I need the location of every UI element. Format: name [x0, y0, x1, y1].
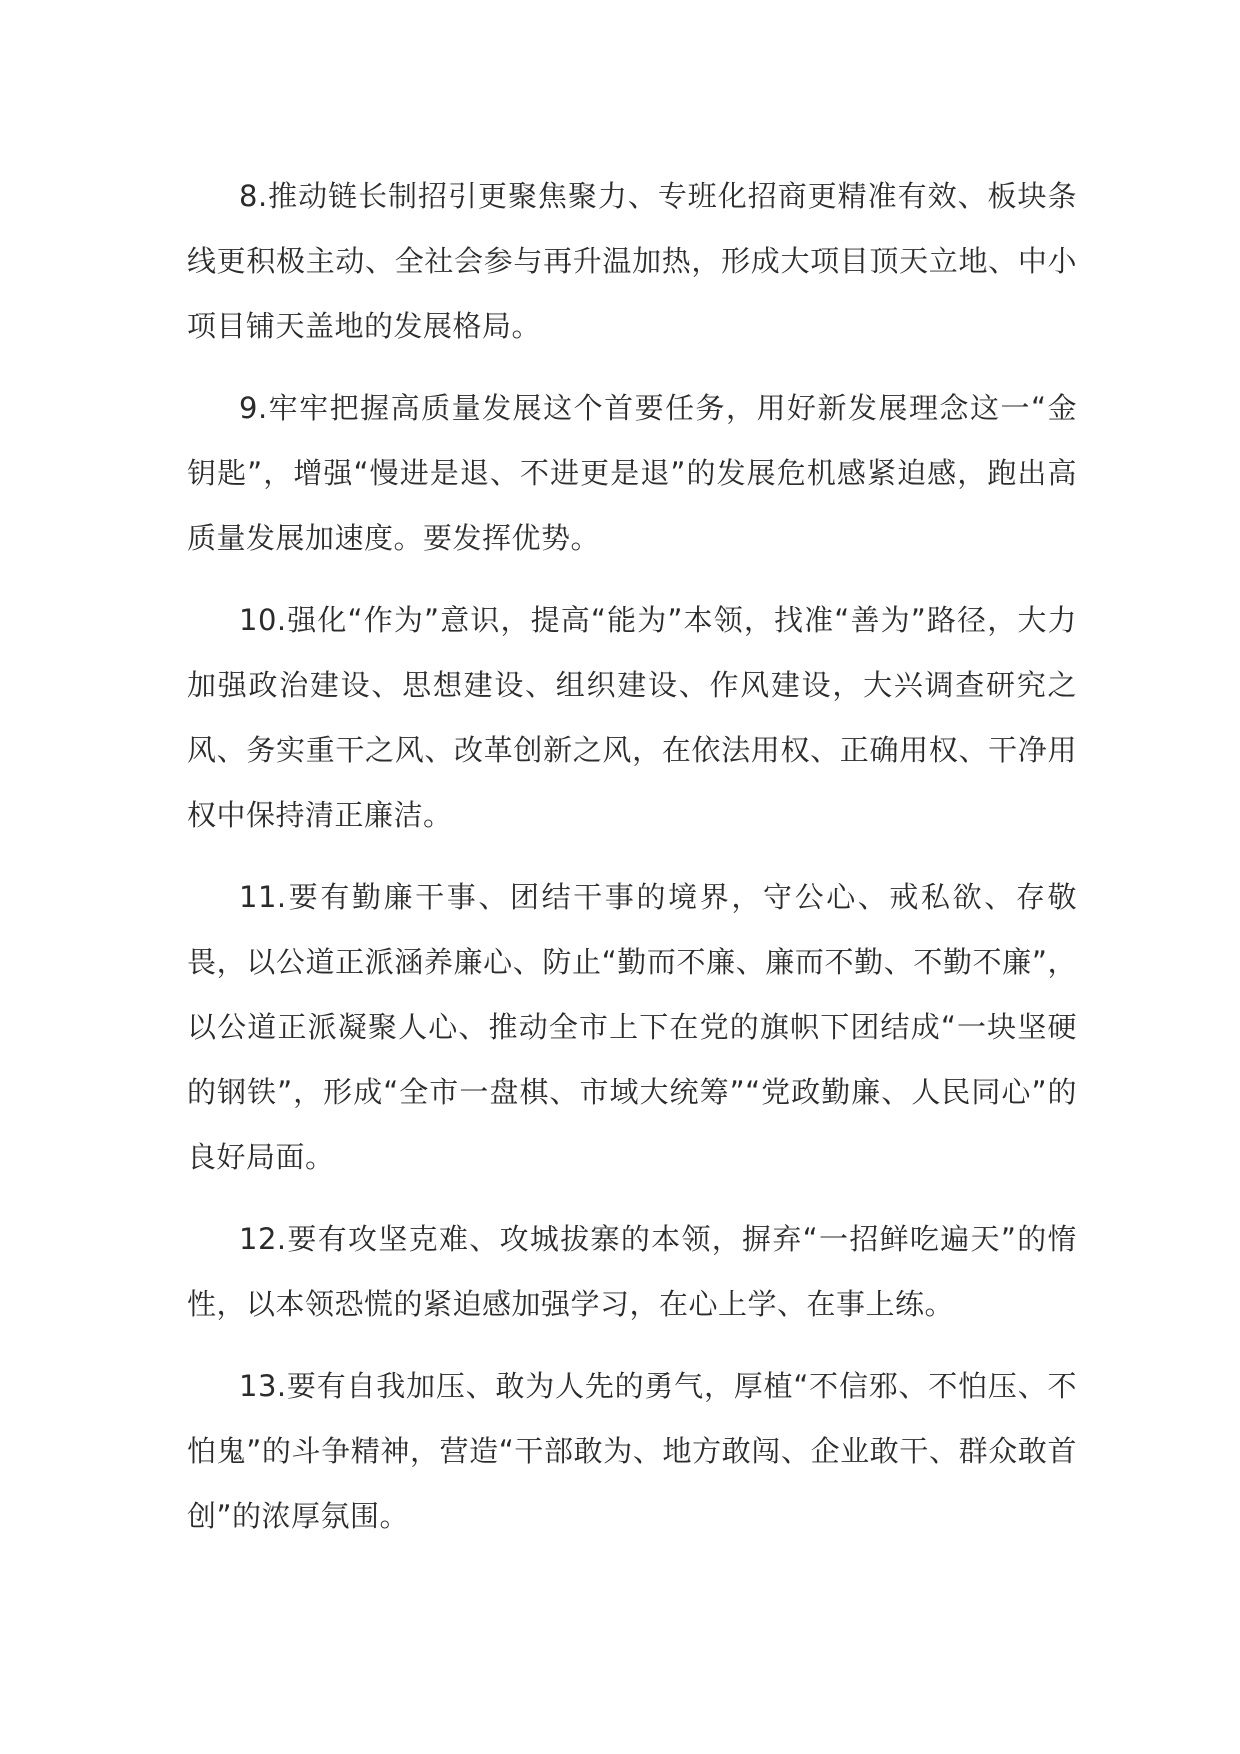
paragraph-12: 12.要有攻坚克难、攻城拔寨的本领，摒弃“一招鲜吃遍天”的惰性，以本领恐慌的紧迫感加强学习，在心上学、在事上练。: [187, 1222, 1077, 1321]
paragraph-9: 9.牢牢把握高质量发展这个首要任务，用好新发展理念这一“金钥匙”，增强“慢进是退、不进更是退”的发展危机感紧迫感，跑出高质量发展加速度。要发挥优势。: [187, 391, 1077, 555]
paragraph-8: 8.推动链长制招引更聚焦聚力、专班化招商更精准有效、板块条线更积极主动、全社会参与再升温加热，形成大项目顶天立地、中小项目铺天盖地的发展格局。: [187, 179, 1077, 343]
paragraph-13: 13.要有自我加压、敢为人先的勇气，厚植“不信邪、不怕压、不怕鬼”的斗争精神，营造“干部敢为、地方敢闯、企业敢干、群众敢首创”的浓厚氛围。: [187, 1369, 1077, 1533]
document-body: [187, 164, 1077, 1566]
paragraph-10: 10.强化“作为”意识，提高“能为”本领，找准“善为”路径，大力加强政治建设、思想建设、组织建设、作风建设，大兴调查研究之风、务实重干之风、改革创新之风，在依法用权、正确用权、干净用权中保持清正廉洁。: [187, 603, 1077, 832]
paragraph-11: 11.要有勤廉干事、团结干事的境界，守公心、戒私欲、存敬畏，以公道正派涵养廉心、防止“勤而不廉、廉而不勤、不勤不廉”，以公道正派凝聚人心、推动全市上下在党的旗帜下团结成“一块坚硬的钢铁”，形成“全市一盘棋、市域大统筹”“党政勤廉、人民同心”的良好局面。: [187, 880, 1077, 1174]
